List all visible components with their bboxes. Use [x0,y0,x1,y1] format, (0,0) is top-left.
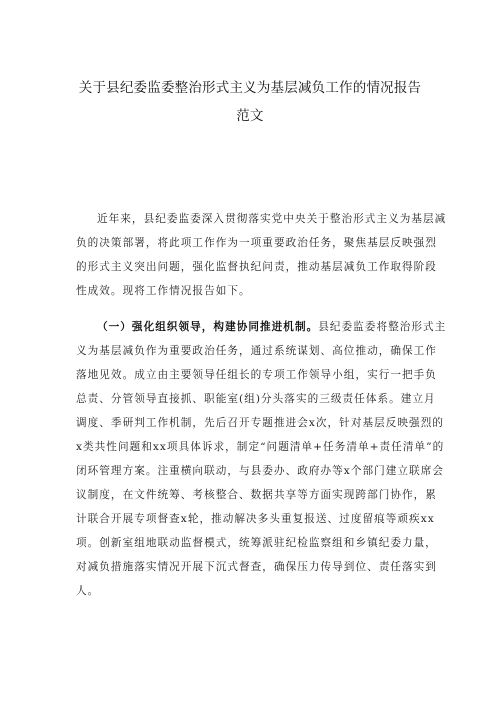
paragraph-first-line [97,320,446,334]
paragraph-line: 近年来，县纪委监委深入贯彻落实党中央关于整治形式主义为基层减 [97,213,447,225]
paragraph-line: 落地见效。成立由主要领导任组长的专项工作领导小组，实行一把手负 [76,369,437,381]
paragraph-line: 闭环管理方案。注重横向联动，与县委办、政府办等x个部门建立联席会 [76,465,444,477]
section-heading: （一）强化组织领导，构建协同推进机制。 [97,321,319,333]
paragraph-line: 性成效。现将工作情况报告如下。 [76,285,251,297]
paragraph-line: 人。 [76,585,100,597]
paragraph-line: 调度、季研判工作机制，先后召开专题推进会x次，针对基层反映强烈的 [76,417,444,429]
paragraph-line: 负的决策部署，将此项工作作为一项重要政治任务，聚焦基层反映强烈 [76,237,437,249]
document-title-line2: 范文 [236,108,264,124]
document-title: 关于县纪委监委整治形式主义为基层减负工作的情况报告 [78,80,422,96]
paragraph-line-rest: 县纪委监委将整治形式主 [318,321,447,333]
paragraph-line: 议制度，在文件统筹、考核整合、数据共享等方面实现跨部门协作，累 [76,489,437,501]
paragraph-line: 总责、分管领导直接抓、职能室(组)分头落实的三级责任体系。建立月 [76,393,436,405]
paragraph-line: x类共性问题和xx项具体诉求，制定“问题清单+任务清单+责任清单”的 [76,441,445,453]
paragraph-line: 的形式主义突出问题，强化监督执纪问责，推动基层减负工作取得阶段 [76,261,437,273]
paragraph-line: 计联合开展专项督查x轮，推动解决多头重复报送、过度留痕等顽疾xx [76,513,435,525]
paragraph-line: 对减负措施落实情况开展下沉式督查，确保压力传导到位、责任落实到 [76,561,437,573]
paragraph-line: 项。创新室组地联动监督模式，统筹派驻纪检监察组和乡镇纪委力量， [76,537,437,549]
paragraph-line: 义为基层减负作为重要政治任务，通过系统谋划、高位推动，确保工作 [76,345,437,357]
